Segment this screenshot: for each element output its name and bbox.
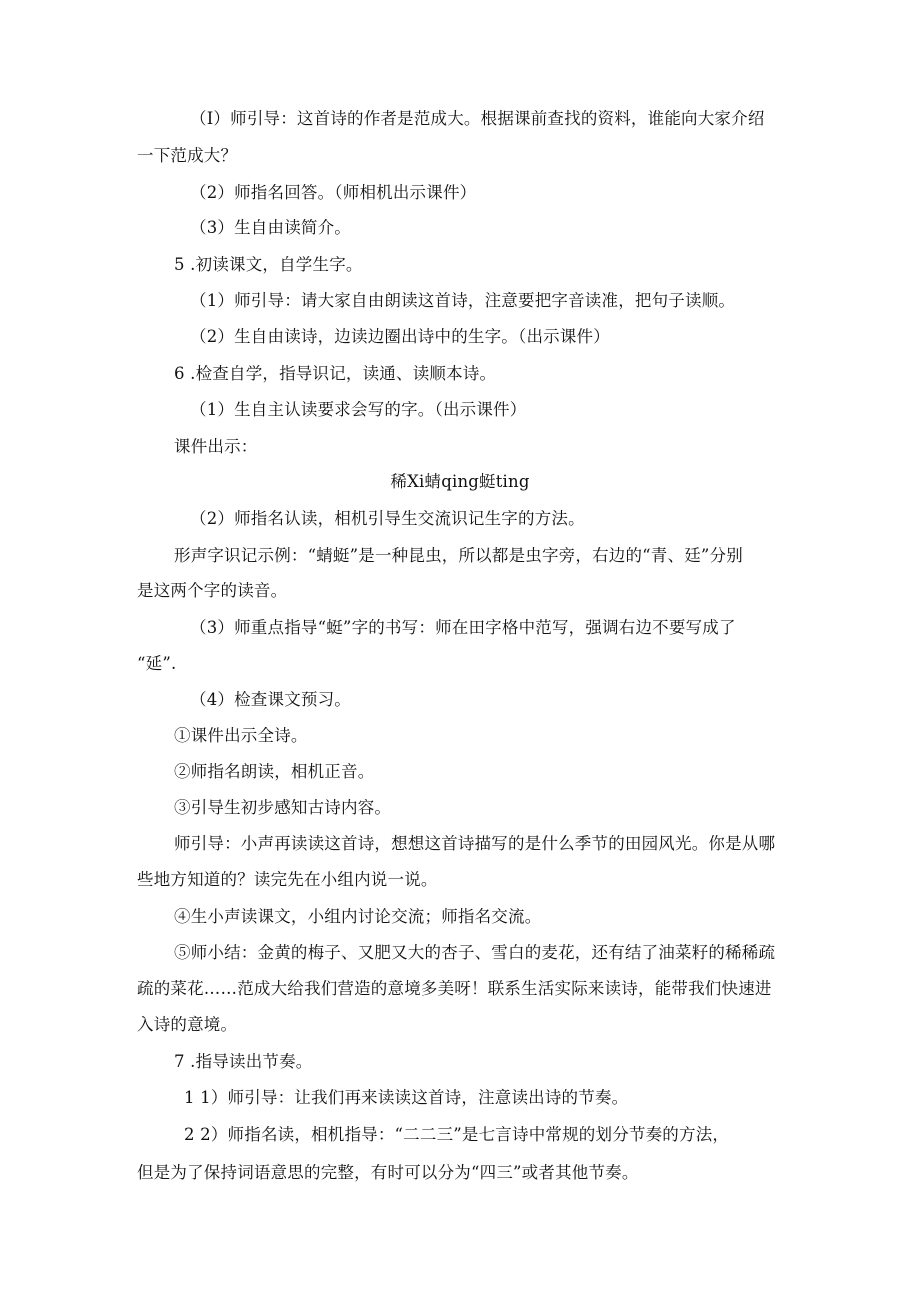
text-line: 师引导：小声再读读这首诗，想想这首诗描写的是什么季节的田园风光。你是从哪: [174, 834, 776, 853]
text-line: （2）师指名认读，相机引导生交流识记生字的方法。: [190, 509, 585, 528]
text-line: （2）生自由读诗，边读边圈出诗中的生字。（出示课件）: [190, 327, 610, 346]
text-line: （3）生自由读简介。: [190, 218, 351, 237]
text-line: 形声字识记示例：“蜻蜓”是一种昆虫，所以都是虫字旁，右边的“青、廷”分别: [174, 546, 743, 565]
section-heading: 7 .指导读出节奏。: [174, 1052, 313, 1071]
pinyin-line: 稀Xi蜻qing蜓ting: [390, 472, 530, 491]
list-item: ③引导生初步感知古诗内容。: [174, 798, 392, 817]
text-line: 疏的菜花……范成大给我们营造的意境多美呀！联系生活实际来读诗，能带我们快速进: [137, 979, 772, 998]
list-item: ①课件出示全诗。: [174, 726, 308, 745]
text-line: “延”.: [137, 654, 177, 673]
section-heading: 6 .检查自学，指导识记，读通、读顺本诗。: [174, 364, 497, 383]
text-line: 些地方知道的？读完先在小组内说一说。: [137, 870, 438, 889]
list-item: ④生小声读课文，小组内讨论交流；师指名交流。: [174, 907, 542, 926]
text-line: （I）师引导：这首诗的作者是范成大。根据课前查找的资料，谁能向大家介绍: [190, 109, 765, 128]
text-line: 1 1）师引导：让我们再来读读这首诗，注意读出诗的节奏。: [184, 1088, 629, 1107]
text-line: （3）师重点指导“蜓”字的书写：师在田字格中范写，强调右边不要写成了: [190, 618, 736, 637]
text-line: 2 2）师指名读，相机指导：“二二三”是七言诗中常规的划分节奏的方法，: [184, 1125, 730, 1144]
text-line: （4）检查课文预习。: [190, 690, 351, 709]
text-line: （1）生自主认读要求会写的字。（出示课件）: [190, 400, 527, 419]
text-line: （2）师指名回答。（师相机出示课件）: [190, 183, 477, 202]
text-line: 一下范成大？: [137, 146, 238, 165]
text-line: （1）师引导：请大家自由朗读这首诗，注意要把字音读准，把句子读顺。: [190, 291, 736, 310]
list-item: ⑤师小结：金黄的梅子、又肥又大的杏子、雪白的麦花，还有结了油菜籽的稀稀疏: [174, 943, 776, 962]
section-heading: 5 .初读课文，自学生字。: [174, 255, 363, 274]
text-line: 课件出示：: [174, 437, 258, 456]
text-line: 但是为了保持词语意思的完整，有时可以分为“四三”或者其他节奏。: [137, 1163, 639, 1182]
text-line: 是这两个字的读音。: [137, 581, 288, 600]
list-item: ②师指名朗读，相机正音。: [174, 762, 375, 781]
text-line: 入诗的意境。: [137, 1015, 238, 1034]
